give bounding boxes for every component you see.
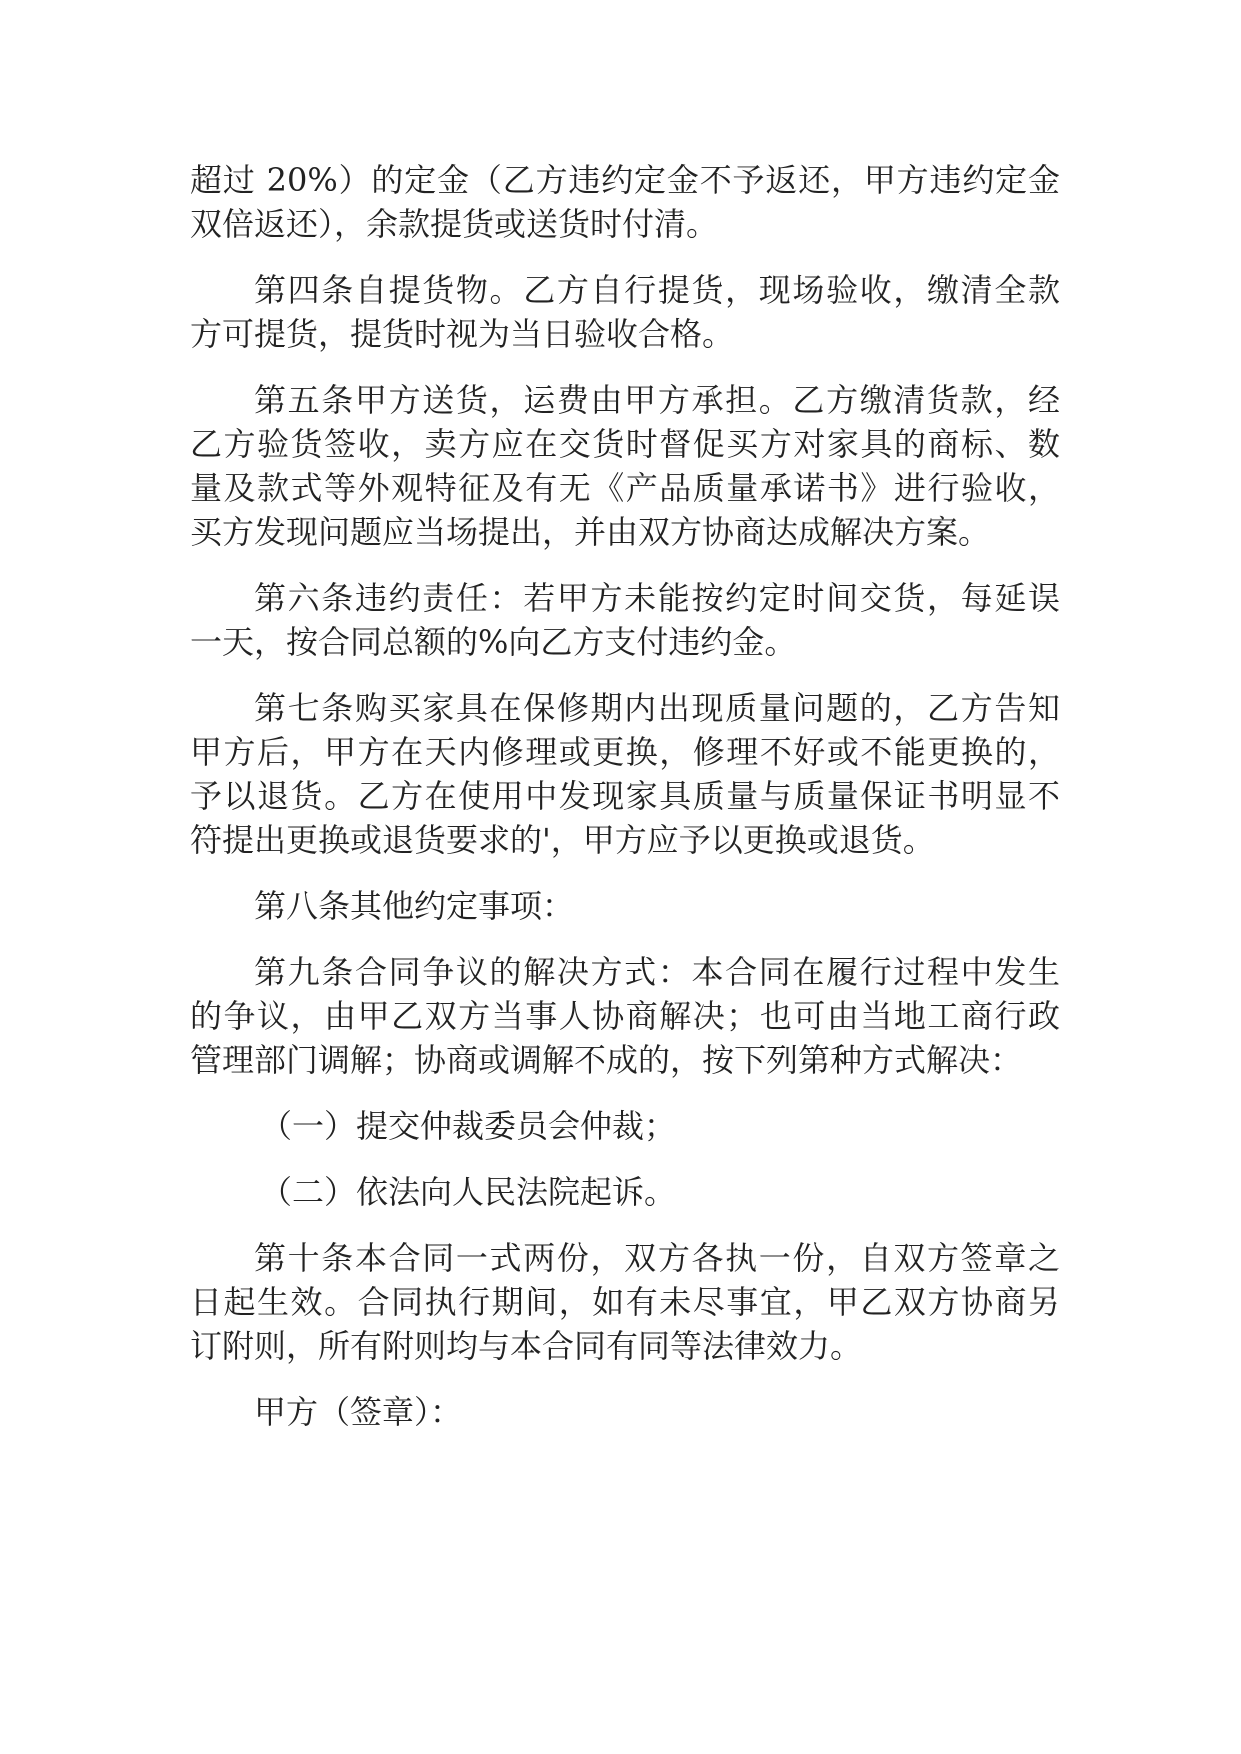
text-line: 第九条合同争议的解决方式：本合同在履行过程中发生 (254, 953, 1060, 991)
text-line: 量及款式等外观特征及有无《产品质量承诺书》进行验收， (190, 469, 1060, 507)
text-line: 予以退货。乙方在使用中发现家具质量与质量保证书明显不 (190, 777, 1060, 815)
paragraph-article-8 (190, 884, 1060, 928)
text-line: 方可提货，提货时视为当日验收合格。 (190, 315, 735, 353)
text-line: 订附则，所有附则均与本合同有同等法律效力。 (190, 1327, 863, 1365)
text-line: 的争议，由甲乙双方当事人协商解决；也可由当地工商行政 (190, 997, 1060, 1035)
paragraph-article-7 (190, 686, 1060, 862)
contract-body (190, 158, 1060, 1434)
text-line: 第四条自提货物。乙方自行提货，现场验收，缴清全款 (254, 271, 1060, 309)
text-line: 管理部门调解；协商或调解不成的，按下列第种方式解决： (190, 1041, 1023, 1079)
text-line: 双倍返还），余款提货或送货时付清。 (190, 205, 719, 243)
text-line: 第五条甲方送货，运费由甲方承担。乙方缴清货款，经 (254, 381, 1060, 419)
text-line: 第六条违约责任：若甲方未能按约定时间交货，每延误 (254, 579, 1060, 617)
text-line: （一）提交仲裁委员会仲裁； (260, 1107, 677, 1145)
paragraph-party-a-signature (190, 1390, 1060, 1434)
paragraph-article-4 (190, 268, 1060, 356)
text-line: 第七条购买家具在保修期内出现质量问题的，乙方告知 (254, 689, 1060, 727)
text-line: 甲方后，甲方在天内修理或更换，修理不好或不能更换的， (190, 733, 1060, 771)
text-line: （二）依法向人民法院起诉。 (260, 1173, 677, 1211)
paragraph-article-10 (190, 1236, 1060, 1368)
paragraph-option-2 (190, 1170, 1060, 1214)
paragraph-deposit-continued (190, 158, 1060, 246)
text-line: 买方发现问题应当场提出，并由双方协商达成解决方案。 (190, 513, 991, 551)
text-line: 乙方验货签收，卖方应在交货时督促买方对家具的商标、数 (190, 425, 1060, 463)
text-line: 第八条其他约定事项： (254, 887, 575, 925)
text-line: 一天，按合同总额的%向乙方支付违约金。 (190, 623, 797, 661)
text-line: 第十条本合同一式两份，双方各执一份，自双方签章之 (254, 1239, 1060, 1277)
paragraph-article-5 (190, 378, 1060, 554)
paragraph-option-1 (190, 1104, 1060, 1148)
text-line: 甲方（签章）： (254, 1393, 463, 1431)
text-line: 符提出更换或退货要求的'，甲方应予以更换或退货。 (190, 821, 935, 859)
text-line: 日起生效。合同执行期间，如有未尽事宜，甲乙双方协商另 (190, 1283, 1060, 1321)
paragraph-article-9 (190, 950, 1060, 1082)
paragraph-article-6 (190, 576, 1060, 664)
text-line: 超过 20%）的定金（乙方违约定金不予返还，甲方违约定金 (190, 161, 1060, 199)
